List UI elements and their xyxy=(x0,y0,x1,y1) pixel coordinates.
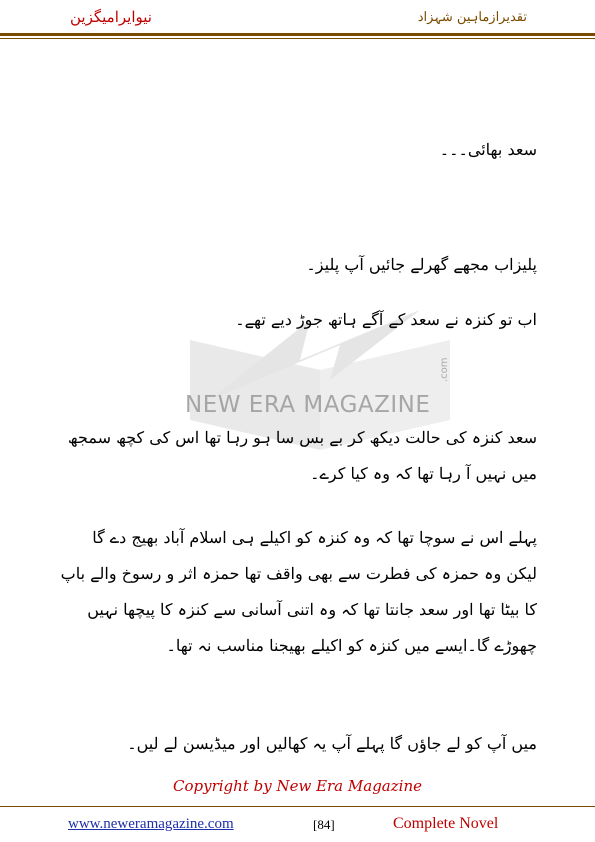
watermark-text: NEW ERA MAGAZINE xyxy=(185,392,431,418)
website-link[interactable]: www.neweramagazine.com xyxy=(68,816,234,832)
paragraph-5: پہلے اس نے سوچا تھا کہ وہ کنزہ کو اکیلے ہی اسلام آباد بھیج دے گا لیکن وہ حمزہ کی فطرت سے بھی واقف تھا حمزہ اثر و رسوخ والے باپ کا بیٹا تھا اور سعد جانتا تھا کہ وہ اتنی آسانی سے کنزہ کا پیچھا نہیں چھوڑے گا۔ایسے میں کنزہ کو اکیلے بھیجنا مناسب نہ تھا۔ xyxy=(60,528,537,655)
story-title: تقدیرازماہین شہزاد xyxy=(417,10,527,25)
page-header xyxy=(0,8,595,30)
complete-novel-label: Complete Novel xyxy=(393,815,499,832)
paragraph-3: اب تو کنزہ نے سعد کے آگے ہاتھ جوڑ دیے تھے۔ xyxy=(235,310,537,329)
paragraph-2: پلیزاب مجھے گھرلے جائیں آپ پلیز۔ xyxy=(306,255,537,274)
copyright-notice: Copyright by New Era Magazine xyxy=(173,777,422,795)
paragraph-1: سعد بھائی۔۔۔ xyxy=(439,140,537,159)
header-rule-thick xyxy=(0,33,595,36)
footer-rule xyxy=(0,806,595,807)
header-rule-thin xyxy=(0,38,595,39)
page-number: [84] xyxy=(313,817,335,832)
site-name: نیوایرامیگزین xyxy=(70,8,152,26)
paragraph-4: سعد کنزہ کی حالت دیکھ کر بے بس سا ہو رہا تھا اس کی کچھ سمجھ میں نہیں آ رہا تھا کہ وہ کیا کرے۔ xyxy=(67,428,537,483)
paragraph-6: میں آپ کو لے جاؤں گا پہلے آپ یہ کھالیں اور میڈیسن لے لیں۔ xyxy=(127,734,537,753)
watermark-suffix: .com xyxy=(439,357,450,382)
